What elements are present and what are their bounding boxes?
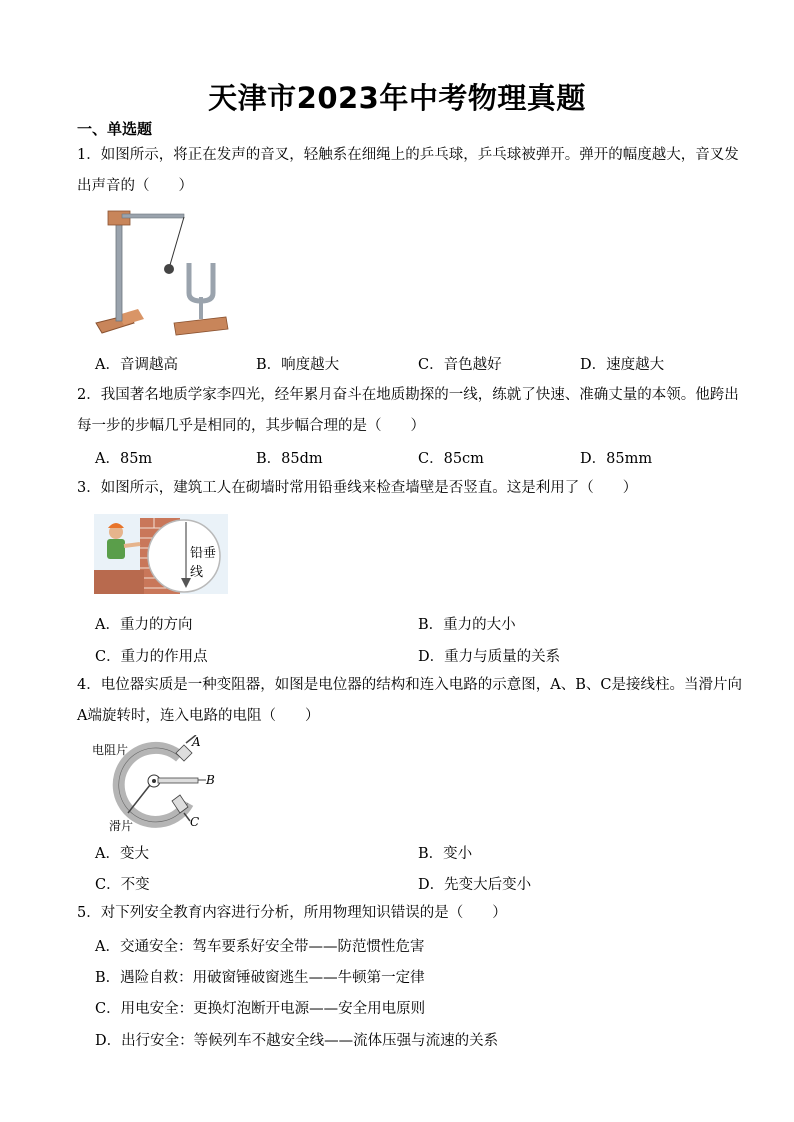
terminal-a-label: A: [192, 735, 201, 749]
question-2-option-c: C．85cm: [418, 451, 484, 467]
terminal-c-label: C: [190, 815, 200, 829]
question-5-option-b: B．遇险自救：用破窗锤破窗逃生——牛顿第一定律: [95, 970, 425, 986]
plumb-line-figure: [94, 514, 228, 594]
question-4-option-b: B．变小: [418, 846, 473, 862]
plumb-line-label: 铅垂线: [190, 546, 217, 580]
question-5-option-d: D．出行安全：等候列车不越安全线——流体压强与流速的关系: [95, 1033, 499, 1049]
tuning-fork-figure: [88, 205, 233, 340]
question-1-stem: 1．如图所示，将正在发声的音叉，轻触系在细绳上的乒乓球，乒乓球被弹开。弹开的幅度越大，音叉发出声音的（ ）: [77, 147, 739, 194]
section-heading: 一、单选题: [77, 120, 153, 138]
question-4-option-d: D．先变大后变小: [418, 877, 532, 893]
question-4-option-c: C．不变: [95, 877, 150, 893]
potentiometer-figure: [92, 735, 222, 833]
slider-label: 滑片: [109, 819, 134, 833]
page-title: 天津市2023年中考物理真题: [208, 81, 586, 115]
question-5-stem: 5．对下列安全教育内容进行分析，所用物理知识错误的是（ ）: [77, 905, 507, 921]
question-2-stem: 2．我国著名地质学家李四光，经年累月奋斗在地质勘探的一线，练就了快速、准确丈量的本领。他跨出每一步的步幅几乎是相同的，其步幅合理的是（ ）: [77, 387, 739, 434]
question-3-option-b: B．重力的大小: [418, 617, 516, 633]
question-2-option-d: D．85mm: [580, 451, 653, 467]
question-3-option-a: A．重力的方向: [95, 617, 193, 633]
question-4-stem: 4．电位器实质是一种变阻器，如图是电位器的结构和连入电路的示意图，A、B、C是接线柱。当滑片向A端旋转时，连入电路的电阻（ ）: [77, 677, 742, 724]
question-5-option-c: C．用电安全：更换灯泡断开电源——安全用电原则: [95, 1001, 426, 1017]
terminal-b-label: B: [206, 773, 215, 787]
question-1-option-d: D．速度越大: [580, 357, 665, 373]
question-2-option-b: B．85dm: [256, 451, 323, 467]
question-2-option-a: A．85m: [95, 451, 153, 467]
question-1-option-b: B．响度越大: [256, 357, 340, 373]
question-5-option-a: A．交通安全：驾车要系好安全带——防范惯性危害: [95, 939, 425, 955]
question-3-stem: 3．如图所示，建筑工人在砌墙时常用铅垂线来检查墙壁是否竖直。这是利用了（ ）: [77, 480, 638, 496]
resistor-label: 电阻片: [92, 743, 129, 757]
question-4-option-a: A．变大: [95, 846, 149, 862]
question-3-option-d: D．重力与质量的关系: [418, 649, 561, 665]
question-1-option-c: C．音色越好: [418, 357, 502, 373]
question-3-option-c: C．重力的作用点: [95, 649, 208, 665]
question-1-option-a: A．音调越高: [95, 357, 178, 373]
